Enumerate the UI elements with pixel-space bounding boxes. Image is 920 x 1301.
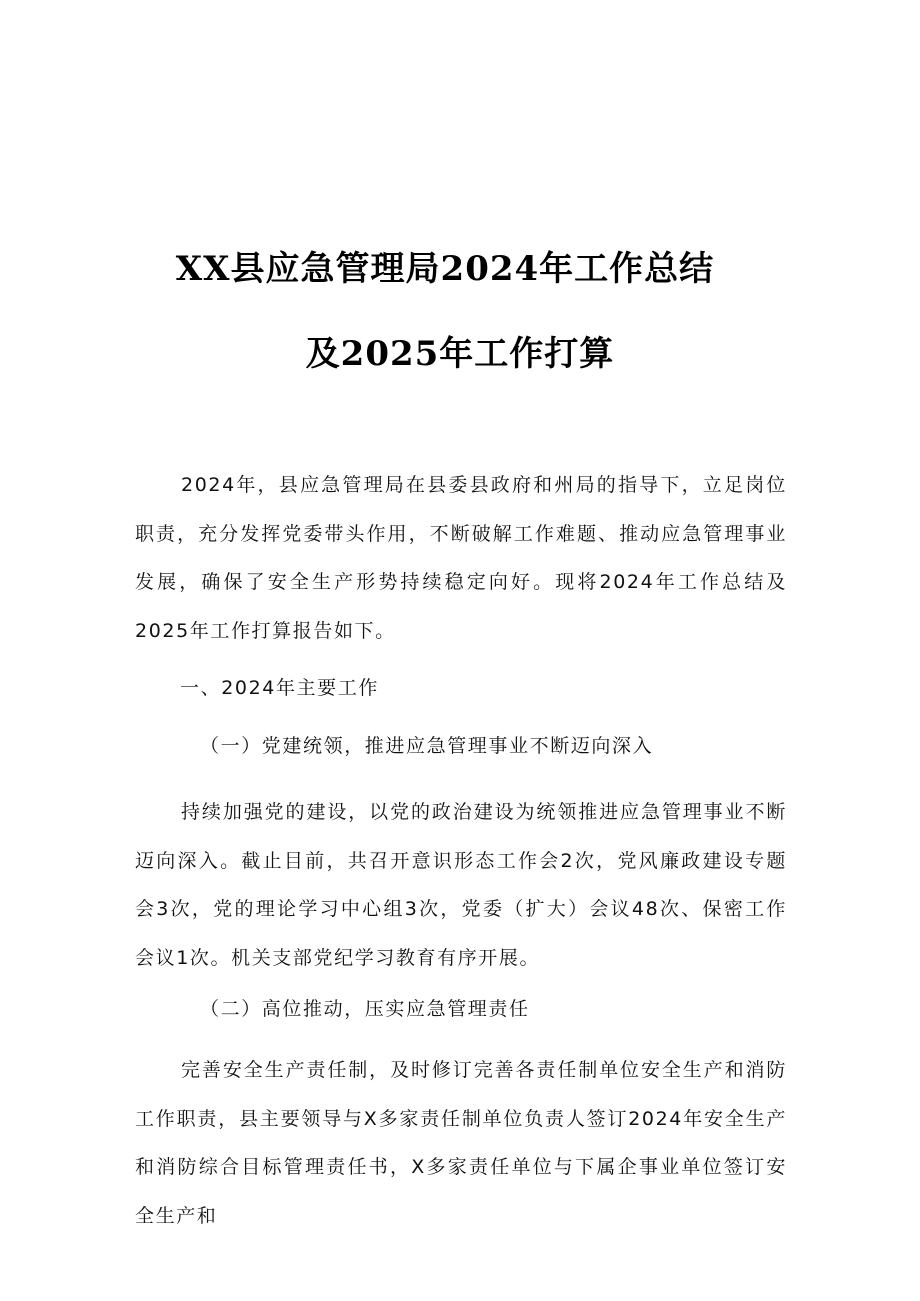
document-title-line-1: XX县应急管理局2024年工作总结	[175, 249, 715, 289]
section-heading-main-work: 一、2024年主要工作	[180, 677, 379, 699]
party-building-paragraph: 持续加强党的建设，以党的政治建设为统领推进应急管理事业不断迈向深入。截止目前，共召开意识形态工作会2次，党风廉政建设专题会3次，党的理论学习中心组3次，党委（扩大）会议48次、保密工作会议1次。机关支部党纪学习教育有序开展。	[135, 801, 787, 969]
subsection-heading-responsibility: （二）高位推动，压实应急管理责任	[200, 998, 530, 1020]
subsection-heading-party-building: （一）党建统领，推进应急管理事业不断迈向深入	[200, 735, 654, 757]
document-title-line-2: 及2025年工作打算	[305, 334, 615, 374]
intro-paragraph: 2024年，县应急管理局在县委县政府和州局的指导下，立足岗位职责，充分发挥党委带头作用，不断破解工作难题、推动应急管理事业发展，确保了安全生产形势持续稳定向好。现将2024年工作总结及2025年工作打算报告如下。	[135, 474, 787, 642]
responsibility-paragraph: 完善安全生产责任制，及时修订完善各责任制单位安全生产和消防工作职责，县主要领导与X多家责任制单位负责人签订2024年安全生产和消防综合目标管理责任书，X多家责任单位与下属企事业单位签订安全生产和	[135, 1059, 787, 1227]
